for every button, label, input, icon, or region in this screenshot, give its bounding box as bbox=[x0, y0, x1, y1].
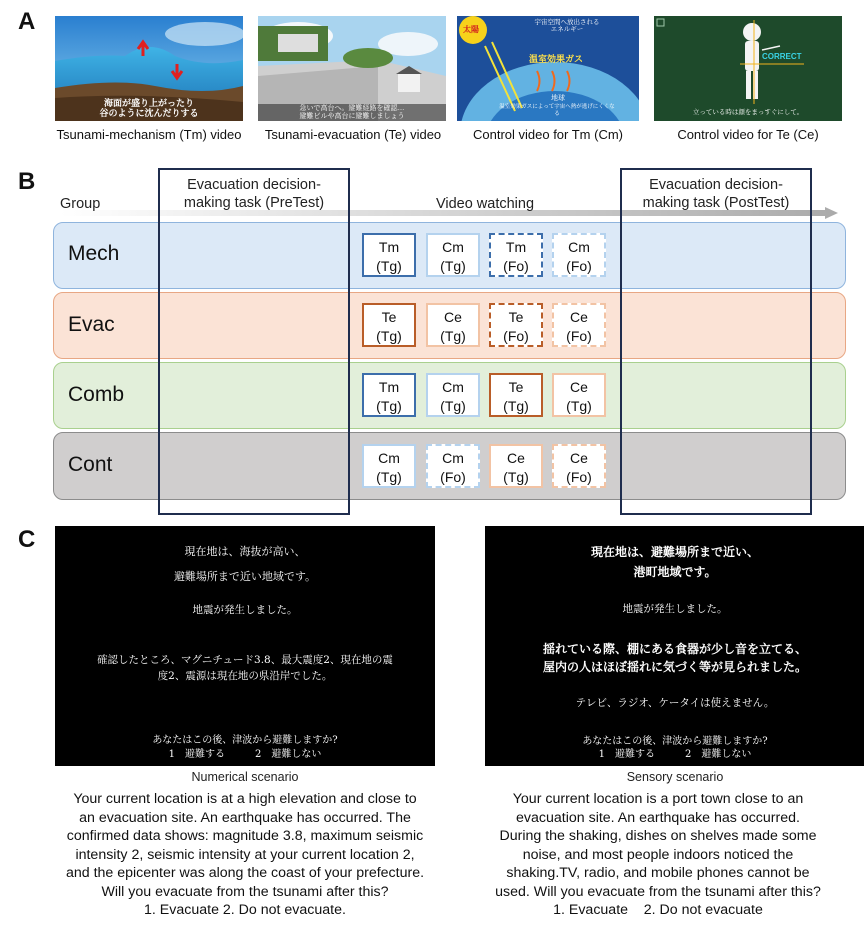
thumbnail-ce-video bbox=[654, 16, 842, 121]
greenhouse-gas-label: 温室効果ガス bbox=[528, 54, 583, 64]
video-box: Te (Fo) bbox=[489, 303, 543, 347]
numerical-jp-line: 地震が発生しました。 bbox=[192, 604, 298, 616]
numerical-translation: Your current location is at a high elevation and close to an evacuation site. An earthquake has occurred. The confirmed data shows: magnitude 3.8, maximum seismic intensity 2, seismic intensity at your current location 2, and the epicenter was along the coast of your prefecture. Will you evacuate from the tsunami after this? 1. Evacuate 2. Do not evacuate. bbox=[65, 791, 425, 918]
correct-label: CORRECT bbox=[762, 52, 802, 61]
video-box: Ce (Fo) bbox=[552, 303, 606, 347]
numerical-scenario-screen bbox=[55, 526, 435, 766]
video-box: Ce (Fo) bbox=[552, 444, 606, 488]
ce-video-caption: Control video for Te (Ce) bbox=[677, 127, 819, 142]
numerical-jp-line: あなたはこの後、津波から避難しますか? bbox=[152, 735, 338, 746]
panel-b-label: B bbox=[18, 168, 36, 195]
posttest-frame bbox=[620, 168, 812, 515]
posttest-header: Evacuation decision- making task (PostTest) bbox=[642, 177, 790, 211]
pretest-frame bbox=[158, 168, 350, 515]
video-box: Cm (Tg) bbox=[362, 444, 416, 488]
ce-overlay-text: 立っている時は顔をまっすぐにして。 bbox=[692, 109, 804, 116]
cm-bottom-label: 温室効果ガスによって宇宙へ熱が逃げにくくなる bbox=[499, 104, 615, 117]
group-label-mech: Mech bbox=[68, 242, 120, 265]
video-box: Ce (Tg) bbox=[426, 303, 480, 347]
sensory-jp-line: 地震が発生しました。 bbox=[622, 603, 728, 615]
video-box: Cm (Tg) bbox=[426, 373, 480, 417]
sensory-jp-line: 屋内の人はほぼ揺れに気づく等が見られました。 bbox=[542, 660, 807, 674]
tm-video-caption: Tsunami-mechanism (Tm) video bbox=[56, 127, 242, 142]
sensory-jp-line: あなたはこの後、津波から避難しますか? bbox=[582, 736, 768, 747]
video-box: Te (Tg) bbox=[362, 303, 416, 347]
sensory-jp-line: 現在地は、避難場所まで近い、 bbox=[590, 545, 759, 559]
group-label-evac: Evac bbox=[68, 313, 115, 336]
sensory-jp-line: 1 避難する 2 避難しない bbox=[598, 749, 752, 760]
te-overlay-text: 急いで高台へ。避難経路を確認… 避難ビルや高台に避難しましょう bbox=[299, 105, 405, 120]
video-box: Ce (Tg) bbox=[489, 444, 543, 488]
video-box: Tm (Tg) bbox=[362, 373, 416, 417]
panel-a-label: A bbox=[18, 8, 36, 35]
numerical-jp-line: 確認したところ、マグニチュード3.8、最大震度2、現在地の震 bbox=[97, 654, 393, 666]
numerical-jp-line: 避難場所まで近い地域です。 bbox=[173, 570, 317, 583]
sensory-translation: Your current location is a port town close to an evacuation site. An earthquake has occurred. During the shaking, dishes on shelves made some noise, and most people indoors noticed the shaking.TV, radio, and mobile phones cannot be used. Will you evacuate from the tsunami after this? 1. Evacuate 2. Do not evacuate bbox=[495, 791, 821, 918]
te-video-caption: Tsunami-evacuation (Te) video bbox=[264, 127, 442, 142]
earth-label: 地球 bbox=[551, 95, 565, 102]
group-label-comb: Comb bbox=[68, 383, 125, 406]
group-header: Group bbox=[60, 196, 101, 212]
panel-c-label: C bbox=[18, 526, 36, 553]
sensory-jp-line: テレビ、ラジオ、ケータイは使えません。 bbox=[575, 697, 775, 709]
thumbnail-tm-video bbox=[55, 16, 243, 121]
video-box: Cm (Fo) bbox=[552, 233, 606, 277]
video-watching-header: Video watching bbox=[435, 196, 535, 212]
video-box: Ce (Tg) bbox=[552, 373, 606, 417]
video-box: Tm (Fo) bbox=[489, 233, 543, 277]
cm-video-caption: Control video for Tm (Cm) bbox=[472, 127, 623, 142]
numerical-jp-line: 度2、震源は現在地の県沿岸でした。 bbox=[157, 670, 333, 682]
numerical-jp-line: 1 避難する 2 避難しない bbox=[168, 749, 322, 760]
video-box: Te (Tg) bbox=[489, 373, 543, 417]
video-box: Cm (Fo) bbox=[426, 444, 480, 488]
sensory-jp-line: 港町地域です。 bbox=[633, 565, 717, 579]
pretest-header: Evacuation decision- making task (PreTest) bbox=[183, 177, 325, 211]
video-box: Tm (Tg) bbox=[362, 233, 416, 277]
tm-overlay-text: 海面が盛り上がったり 谷のように沈んだりする bbox=[99, 98, 199, 118]
sensory-scenario-screen bbox=[485, 526, 864, 766]
video-box: Cm (Tg) bbox=[426, 233, 480, 277]
thumbnail-te-video bbox=[258, 16, 446, 121]
sensory-scenario-caption: Sensory scenario bbox=[626, 770, 724, 784]
thumbnail-cm-video bbox=[457, 16, 639, 121]
sun-label: 太陽 bbox=[463, 25, 479, 34]
space-energy-label: 宇宙空間へ放出される エネルギー bbox=[534, 19, 600, 33]
numerical-scenario-caption: Numerical scenario bbox=[191, 770, 299, 784]
numerical-jp-line: 現在地は、海抜が高い、 bbox=[184, 545, 306, 558]
sensory-jp-line: 揺れている際、棚にある食器が少し音を立てる、 bbox=[542, 642, 807, 656]
group-label-cont: Cont bbox=[68, 453, 113, 476]
